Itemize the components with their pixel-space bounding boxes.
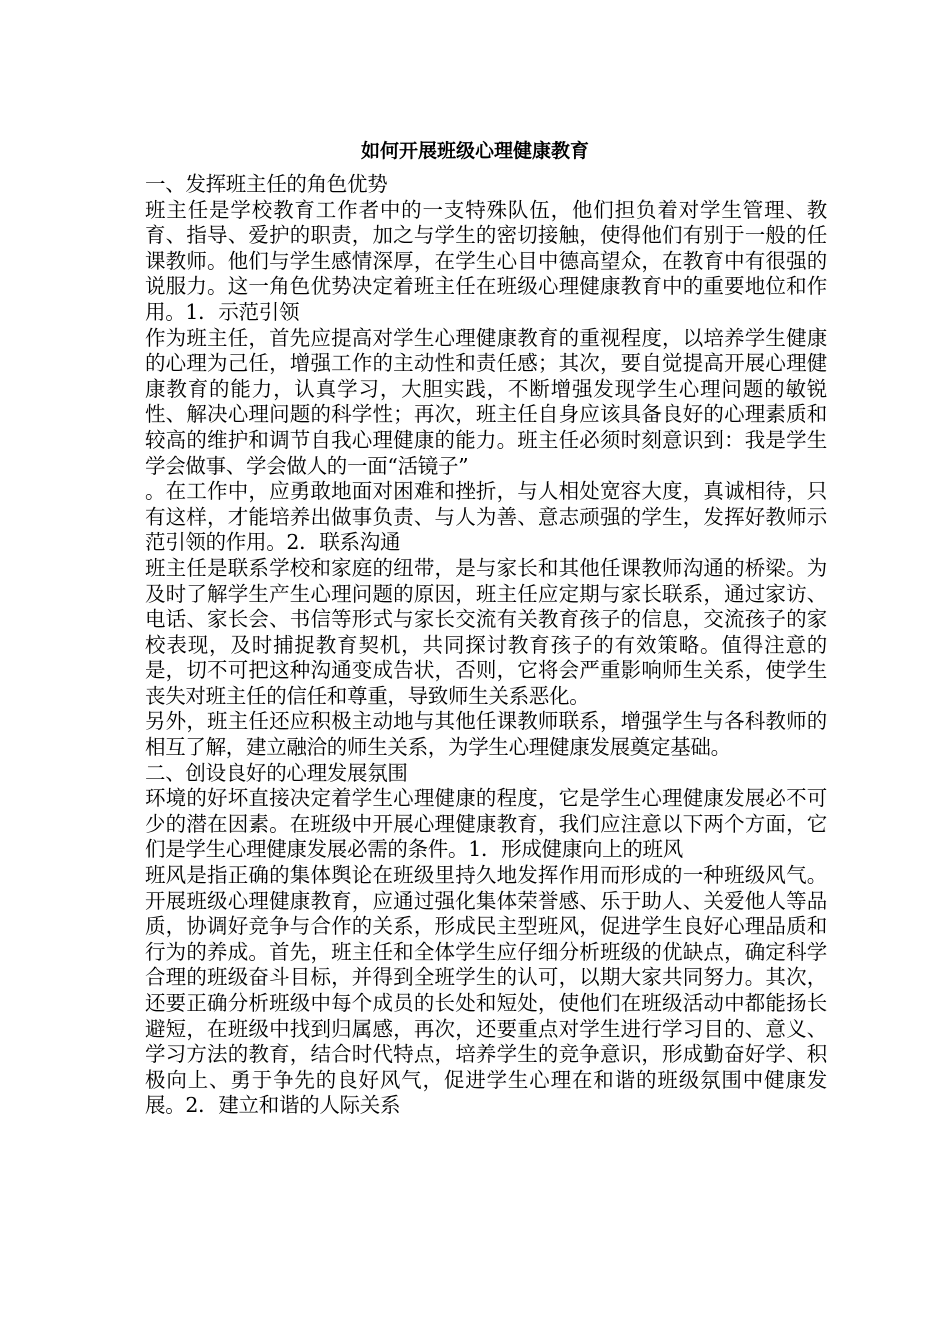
paragraph: 班主任是联系学校和家庭的纽带，是与家长和其他任课教师沟通的桥梁。为及时了解学生产生心理问题的原因，班主任应定期与家长联系，通过家访、电话、家长会、书信等形式与家长交流有关教育孩子的信息，交流孩子的家校表现，及时捕捉教育契机，共同探讨教育孩子的有效策略。值得注意的是，切不可把这种沟通变成告状，否则，它将会严重影响师生关系，使学生丧失对班主任的信任和尊重，导致师生关系恶化。 [145, 555, 827, 708]
paragraph: 作为班主任，首先应提高对学生心理健康教育的重视程度，以培养学生健康的心理为己任，增强工作的主动性和责任感；其次，要自觉提高开展心理健康教育的能力，认真学习，大胆实践，不断增强发现学生心理问题的敏锐性、解决心理问题的科学性；再次，班主任自身应该具备良好的心理素质和较高的维护和调节自我心理健康的能力。班主任必须时刻意识到：我是学生学会做事、学会做人的一面“活镜子” [145, 325, 827, 478]
document-title: 如何开展班级心理健康教育 [360, 140, 589, 162]
paragraph: 环境的好坏直接决定着学生心理健康的程度，它是学生心理健康发展必不可少的潜在因素。在班级中开展心理健康教育，我们应注意以下两个方面，它们是学生心理健康发展必需的条件。1．形成健康向上的班风 [145, 786, 827, 862]
section-heading-1: 一、发挥班主任的角色优势 [145, 172, 388, 196]
document-body [145, 172, 827, 1119]
paragraph: 班风是指正确的集体舆论在班级里持久地发挥作用而形成的一种班级风气。开展班级心理健康教育，应通过强化集体荣誉感、乐于助人、关爱他人等品质，协调好竞争与合作的关系，形成民主型班风，促进学生良好心理品质和行为的养成。首先，班主任和全体学生应仔细分析班级的优缺点，确定科学合理的班级奋斗目标，并得到全班学生的认可，以期大家共同努力。其次，还要正确分析班级中每个成员的长处和短处，使他们在班级活动中都能扬长避短，在班级中找到归属感，再次，还要重点对学生进行学习目的、意义、学习方法的教育，结合时代特点，培养学生的竞争意识，形成勤奋好学、积极向上、勇于争先的良好风气，促进学生心理在和谐的班级氛围中健康发展。2．建立和谐的人际关系 [145, 863, 827, 1118]
paragraph: 另外，班主任还应积极主动地与其他任课教师联系，增强学生与各科教师的相互了解，建立融洽的师生关系，为学生心理健康发展奠定基础。 [145, 709, 827, 760]
section-heading-2: 二、创设良好的心理发展氛围 [145, 760, 408, 785]
paragraph: 。在工作中，应勇敢地面对困难和挫折，与人相处宽容大度，真诚相待，只有这样，才能培养出做事负责、与人为善、意志顽强的学生，发挥好教师示范引领的作用。2．联系沟通 [145, 479, 827, 555]
paragraph: 班主任是学校教育工作者中的一支特殊队伍，他们担负着对学生管理、教育、指导、爱护的职责，加之与学生的密切接触，使得他们有别于一般的任课教师。他们与学生感情深厚，在学生心目中德高望众，在教育中有很强的说服力。这一角色优势决定着班主任在班级心理健康教育中的重要地位和作用。1．示范引领 [145, 197, 827, 324]
